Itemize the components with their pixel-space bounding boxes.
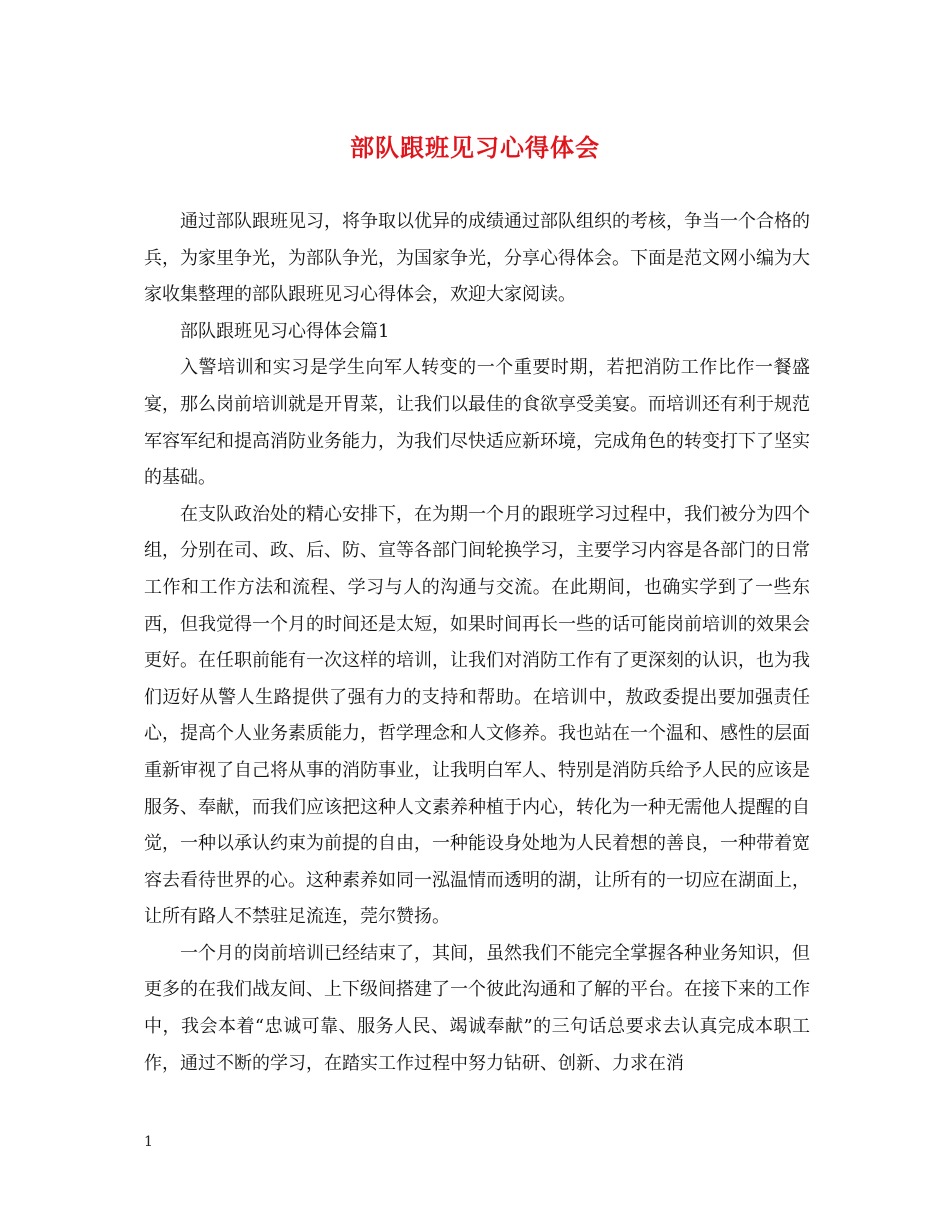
body-paragraph-3: 一个月的岗前培训已经结束了，其间，虽然我们不能完全掌握各种业务知识，但更多的在我们战友间、上下级间搭建了一个彼此沟通和了解的平台。在接下来的工作中，我会本着“忠诚可靠、服务人民、竭诚奉献”的三句话总要求去认真完成本职工作，通过不断的学习，在踏实工作过程中努力钻研、创新、力求在消	[144, 942, 810, 1074]
page-number: 1	[144, 1134, 153, 1150]
section-heading: 部队跟班见习心得体会篇1	[180, 320, 390, 342]
document-title: 部队跟班见习心得体会	[350, 133, 600, 162]
document-body	[144, 204, 810, 1082]
intro-paragraph: 通过部队跟班见习，将争取以优异的成绩通过部队组织的考核，争当一个合格的兵，为家里争光，为部队争光，为国家争光，分享心得体会。下面是范文网小编为大家收集整理的部队跟班见习心得体会，欢迎大家阅读。	[144, 211, 810, 306]
body-paragraph-1: 入警培训和实习是学生向军人转变的一个重要时期，若把消防工作比作一餐盛宴，那么岗前培训就是开胃菜，让我们以最佳的食欲享受美宴。而培训还有利于规范军容军纪和提高消防业务能力，为我们尽快适应新环境，完成角色的转变打下了坚实的基础。	[144, 357, 810, 489]
body-paragraph-2: 在支队政治处的精心安排下，在为期一个月的跟班学习过程中，我们被分为四个组，分别在司、政、后、防、宣等各部门间轮换学习，主要学习内容是各部门的日常工作和工作方法和流程、学习与人的沟通与交流。在此期间，也确实学到了一些东西，但我觉得一个月的时间还是太短，如果时间再长一些的话可能岗前培训的效果会更好。在任职前能有一次这样的培训，让我们对消防工作有了更深刻的认识，也为我们迈好从警人生路提供了强有力的支持和帮助。在培训中，敖政委提出要加强责任心，提高个人业务素质能力，哲学理念和人文修养。我也站在一个温和、感性的层面重新审视了自己将从事的消防事业，让我明白军人、特别是消防兵给予人民的应该是服务、奉献，而我们应该把这种人文素养种植于内心，转化为一种无需他人提醒的自觉，一种以承认约束为前提的自由，一种能设身处地为人民着想的善良，一种带着宽容去看待世界的心。这种素养如同一泓温情而透明的湖，让所有的一切应在湖面上，让所有路人不禁驻足流连，莞尔赞扬。	[144, 503, 810, 928]
